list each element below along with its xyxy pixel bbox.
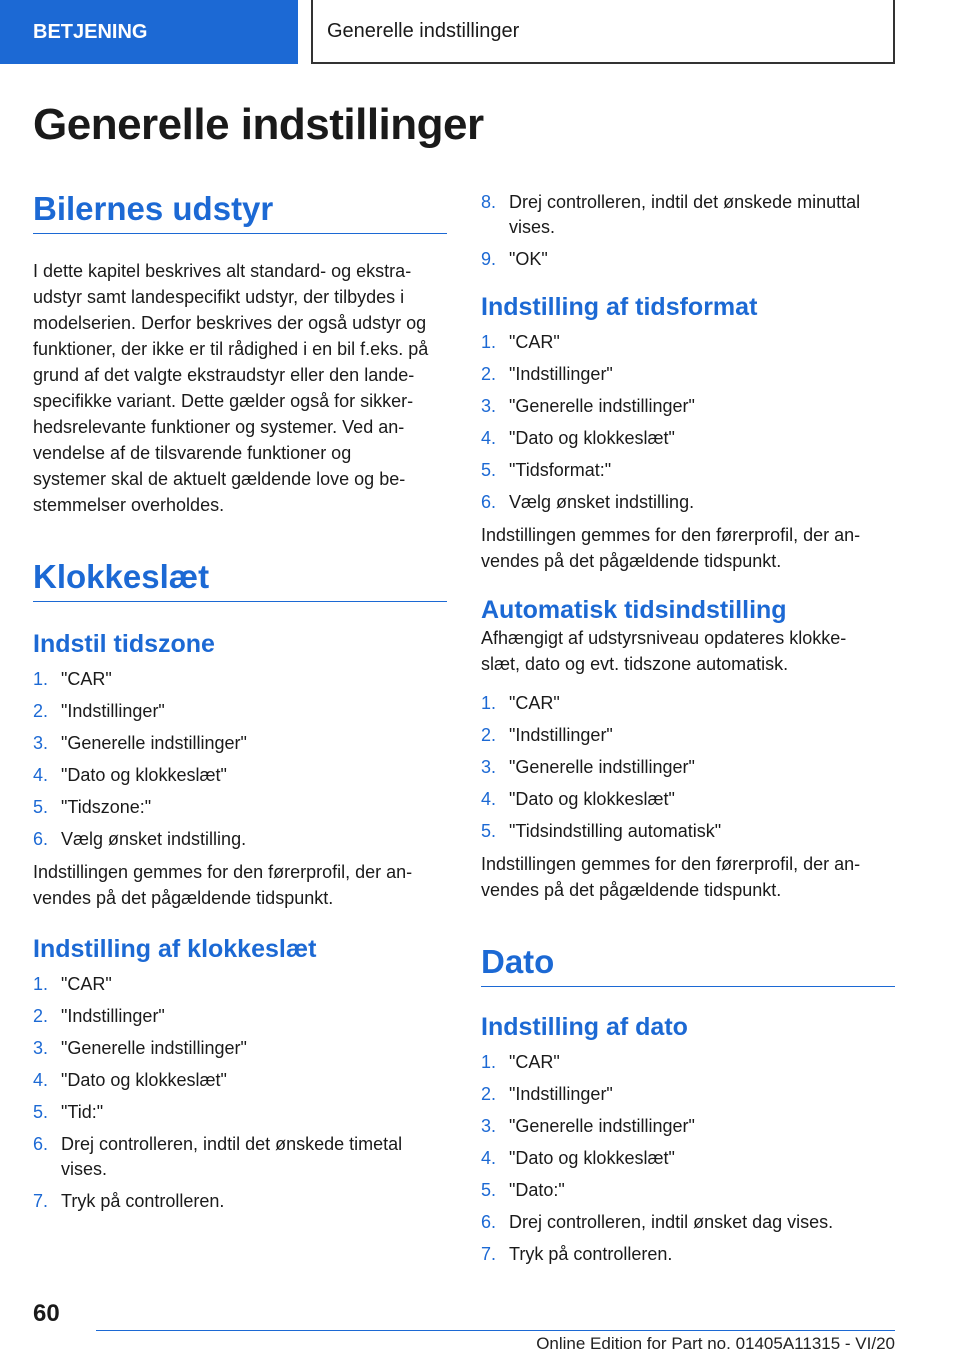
step-number: 2. (481, 364, 497, 384)
heading-automatisk-tidsindstilling: Automatisk tidsindstilling (481, 596, 787, 624)
step-number: 4. (481, 428, 497, 448)
step-text: Tryk på controlleren. (509, 1244, 673, 1264)
list-item (33, 731, 447, 756)
steps-klokkeslaet-continued (481, 190, 895, 272)
step-text: "Tidszone:" (61, 797, 152, 817)
heading-indstil-tidszone: Indstil tidszone (33, 630, 215, 658)
page-title: Generelle indstillinger (33, 100, 484, 149)
list-item (33, 1189, 447, 1214)
step-number: 5. (481, 460, 497, 480)
note-tidszone (33, 859, 447, 911)
step-number: 1. (33, 669, 49, 689)
intro-automatisk (481, 625, 895, 677)
step-text: Vælg ønsket indstilling. (509, 492, 695, 512)
step-text: "Indstillinger" (61, 1006, 165, 1026)
list-item (481, 1146, 895, 1171)
list-item (481, 1050, 895, 1075)
step-text: "Dato og klokkeslæt" (509, 789, 675, 809)
list-item (481, 755, 895, 780)
para-line: grund af det valgte ekstraudstyr eller den lande- (33, 365, 415, 385)
list-item (33, 1132, 447, 1182)
para-line: udstyr samt landespecifikt udstyr, der tilbydes i (33, 287, 405, 307)
list-item (481, 1114, 895, 1139)
step-number: 7. (481, 1244, 497, 1264)
step-number: 2. (33, 701, 49, 721)
step-number: 5. (33, 1102, 49, 1122)
list-item (481, 247, 895, 272)
step-text: "Tidsindstilling automatisk" (509, 821, 722, 841)
list-item (33, 972, 447, 997)
heading-klokkeslaet: Klokkeslæt (33, 558, 447, 602)
list-item (33, 699, 447, 724)
note-line: vendes på det pågældende tidspunkt. (481, 551, 782, 571)
step-text: Vælg ønsket indstilling. (61, 829, 247, 849)
note-line: Indstillingen gemmes for den førerprofil, der an- (481, 854, 861, 874)
note-tidsformat (481, 522, 895, 574)
step-text: "Indstillinger" (509, 725, 613, 745)
step-number: 4. (33, 1070, 49, 1090)
para-line: vendelse af de tilsvarende funktioner og (33, 443, 352, 463)
step-number: 5. (33, 797, 49, 817)
step-text: "Generelle indstillinger" (61, 1038, 247, 1058)
step-text: "Dato og klokkeslæt" (509, 428, 675, 448)
heading-indstilling-tidsformat: Indstilling af tidsformat (481, 293, 758, 321)
list-item (481, 819, 895, 844)
heading-indstilling-dato: Indstilling af dato (481, 1013, 688, 1041)
note-line: Indstillingen gemmes for den førerprofil, der an- (481, 525, 861, 545)
list-item (481, 1082, 895, 1107)
note-line: vendes på det pågældende tidspunkt. (481, 880, 782, 900)
list-item (33, 1004, 447, 1029)
header-chapter-box (311, 0, 895, 64)
header-section-tab (0, 0, 298, 64)
list-item (481, 1242, 895, 1267)
step-number: 4. (481, 1148, 497, 1168)
step-number: 4. (481, 789, 497, 809)
step-number: 3. (481, 757, 497, 777)
heading-indstilling-klokkeslaet: Indstilling af klokkeslæt (33, 935, 317, 963)
para-line: systemer skal de aktuelt gældende love og be- (33, 469, 406, 489)
step-text: Drej controlleren, indtil ønsket dag vises. (509, 1212, 834, 1232)
step-number: 6. (481, 492, 497, 512)
heading-dato: Dato (481, 943, 895, 987)
list-item (481, 490, 895, 515)
step-text: "Indstillinger" (509, 364, 613, 384)
step-number: 6. (33, 1134, 49, 1154)
heading-bilernes-udstyr: Bilernes udstyr (33, 190, 447, 234)
step-number: 7. (33, 1191, 49, 1211)
steps-tidsformat (481, 330, 895, 515)
step-number: 2. (33, 1006, 49, 1026)
step-text: "CAR" (61, 669, 112, 689)
step-text: "Dato:" (509, 1180, 565, 1200)
step-number: 6. (481, 1212, 497, 1232)
step-number: 4. (33, 765, 49, 785)
para-line: specifikke variant. Dette gælder også for sikker- (33, 391, 414, 411)
para-line: funktioner, der ikke er til rådighed i en bil f.eks. på (33, 339, 429, 359)
steps-tidszone (33, 667, 447, 852)
step-text: "Generelle indstillinger" (509, 1116, 695, 1136)
step-number: 3. (481, 396, 497, 416)
list-item (481, 787, 895, 812)
step-text: Drej controlleren, indtil det ønskede minuttal vises. (509, 192, 861, 237)
list-item (33, 1068, 447, 1093)
step-text: "Dato og klokkeslæt" (61, 765, 227, 785)
step-number: 1. (481, 1052, 497, 1072)
para-line: stemmelser overholdes. (33, 495, 225, 515)
step-number: 5. (481, 821, 497, 841)
steps-klokkeslaet (33, 972, 447, 1214)
list-item (33, 763, 447, 788)
step-number: 1. (481, 332, 497, 352)
list-item (481, 190, 895, 240)
para-line: hedsrelevante funktioner og systemer. Ved an- (33, 417, 405, 437)
page-number: 60 (33, 1300, 60, 1327)
step-text: Tryk på controlleren. (61, 1191, 225, 1211)
para-line: modelserien. Derfor beskrives der også udstyr og (33, 313, 427, 333)
note-line: vendes på det pågældende tidspunkt. (33, 888, 334, 908)
step-text: "CAR" (509, 693, 560, 713)
step-number: 2. (481, 1084, 497, 1104)
list-item (481, 330, 895, 355)
header-section-label: BETJENING (33, 20, 148, 43)
step-number: 1. (33, 974, 49, 994)
list-item (33, 667, 447, 692)
step-number: 3. (481, 1116, 497, 1136)
note-line: Indstillingen gemmes for den førerprofil, der an- (33, 862, 413, 882)
steps-dato (481, 1050, 895, 1267)
step-number: 1. (481, 693, 497, 713)
footer-divider (96, 1330, 895, 1331)
step-text: "Indstillinger" (61, 701, 165, 721)
step-text: "Generelle indstillinger" (509, 396, 695, 416)
step-text: "CAR" (509, 1052, 560, 1072)
header-chapter-label: Generelle indstillinger (327, 19, 520, 42)
list-item (481, 362, 895, 387)
list-item (33, 795, 447, 820)
step-text: "Dato og klokkeslæt" (509, 1148, 675, 1168)
step-number: 6. (33, 829, 49, 849)
list-item (33, 1100, 447, 1125)
step-text: "Generelle indstillinger" (509, 757, 695, 777)
para-line: I dette kapitel beskrives alt standard- og ekstra- (33, 261, 412, 281)
list-item (481, 723, 895, 748)
list-item (481, 1210, 895, 1235)
step-text: "Generelle indstillinger" (61, 733, 247, 753)
steps-automatisk (481, 691, 895, 844)
list-item (481, 691, 895, 716)
step-number: 9. (481, 249, 497, 269)
footer-edition-text: Online Edition for Part no. 01405A11315 - VI/20 (536, 1334, 895, 1353)
intro-line: Afhængigt af udstyrsniveau opdateres klokke- (481, 628, 847, 648)
list-item (33, 827, 447, 852)
step-number: 5. (481, 1180, 497, 1200)
step-text: "Tid:" (61, 1102, 104, 1122)
step-number: 3. (33, 733, 49, 753)
step-number: 8. (481, 192, 497, 212)
step-text: "OK" (509, 249, 548, 269)
list-item (481, 394, 895, 419)
step-text: Drej controlleren, indtil det ønskede timetal vises. (61, 1134, 403, 1179)
step-text: "CAR" (509, 332, 560, 352)
note-automatisk (481, 851, 895, 903)
list-item (481, 426, 895, 451)
step-number: 3. (33, 1038, 49, 1058)
left-column (33, 190, 447, 1221)
paragraph-bilernes-udstyr (33, 258, 447, 518)
list-item (481, 1178, 895, 1203)
right-column (481, 190, 895, 1274)
step-text: "CAR" (61, 974, 112, 994)
list-item (481, 458, 895, 483)
step-text: "Tidsformat:" (509, 460, 612, 480)
step-text: "Indstillinger" (509, 1084, 613, 1104)
list-item (33, 1036, 447, 1061)
intro-line: slæt, dato og evt. tidszone automatisk. (481, 654, 789, 674)
step-number: 2. (481, 725, 497, 745)
step-text: "Dato og klokkeslæt" (61, 1070, 227, 1090)
